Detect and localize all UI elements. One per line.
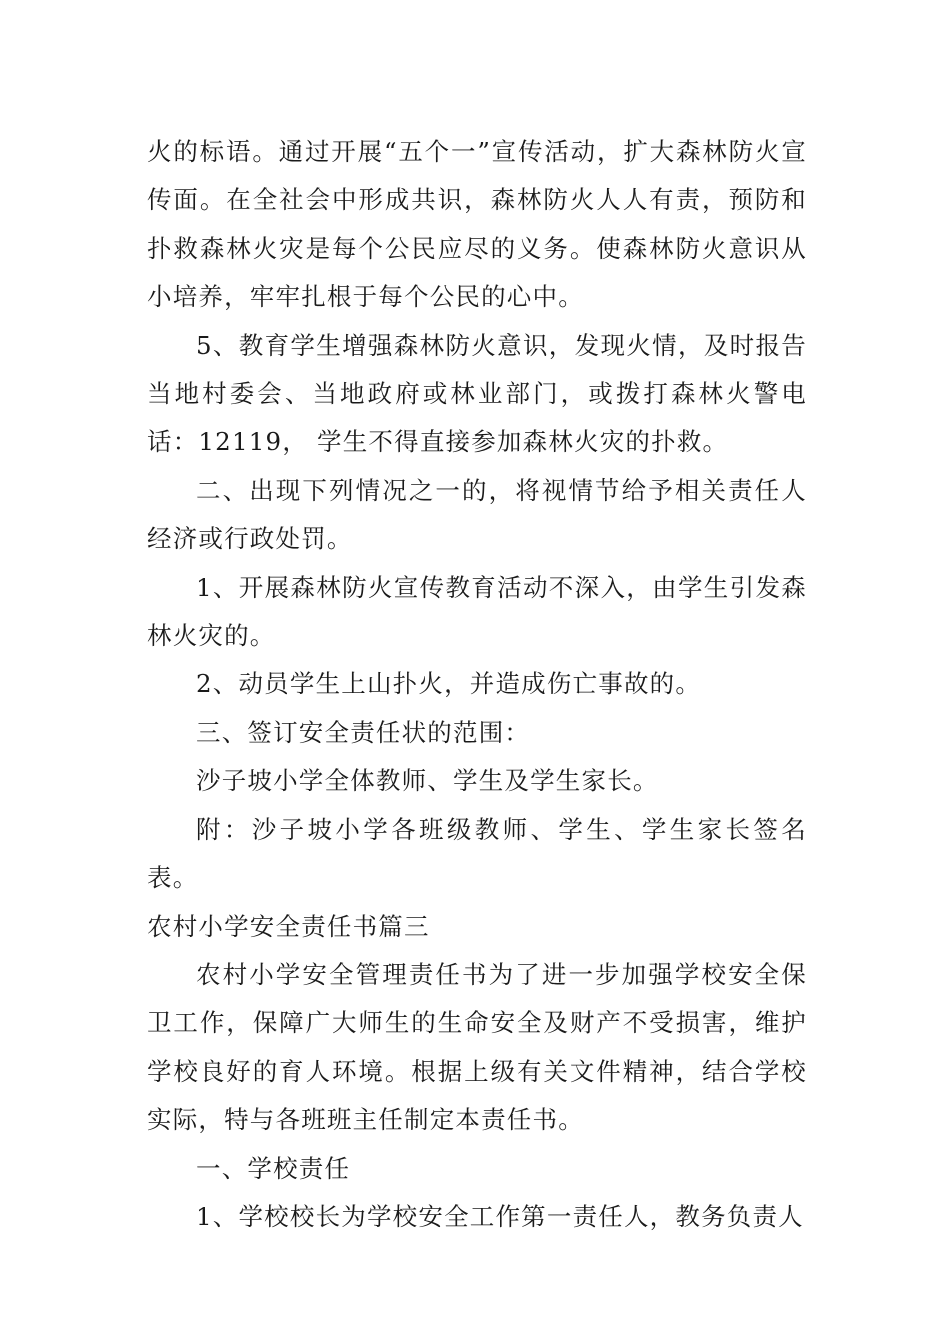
paragraph-item-5-report-fire: 5、教育学生增强森林防火意识，发现火情，及时报告当地村委会、当地政府或林业部门，或拨打森林火警电话：12119， 学生不得直接参加森林火灾的扑救。	[147, 330, 807, 457]
paragraph-penalty-item-2: 2、动员学生上山扑火，并造成伤亡事故的。	[196, 669, 702, 699]
paragraph-scope-members: 沙子坡小学全体教师、学生及学生家长。	[196, 766, 659, 796]
paragraph-section-3-scope: 三、签订安全责任状的范围：	[196, 717, 531, 747]
paragraph-attachment-note: 附：沙子坡小学各班级教师、学生、学生家长签名表。	[147, 814, 807, 893]
section-title-part-three: 农村小学安全责任书篇三	[147, 911, 430, 941]
paragraph-fire-slogan-publicity: 火的标语。通过开展“五个一”宣传活动，扩大森林防火宣传面。在全社会中形成共识，森林防火人人有责，预防和扑救森林火灾是每个公民应尽的义务。使森林防火意识从小培养，牢牢扎根于每个公民的心中。	[147, 137, 807, 312]
paragraph-penalty-item-1: 1、开展森林防火宣传教育活动不深入，由学生引发森林火灾的。	[147, 572, 807, 651]
document-body	[147, 128, 807, 1241]
paragraph-responsibility-intro: 农村小学安全管理责任书为了进一步加强学校安全保卫工作，保障广大师生的生命安全及财产不受损害，维护学校良好的育人环境。根据上级有关文件精神，结合学校实际，特与各班班主任制定本责任书。	[147, 959, 807, 1135]
paragraph-principal-responsibility: 1、学校校长为学校安全工作第一责任人，教务负责人	[196, 1201, 804, 1231]
paragraph-section-2-penalties: 二、出现下列情况之一的，将视情节给予相关责任人经济或行政处罚。	[147, 475, 807, 554]
paragraph-school-responsibility-heading: 一、学校责任	[196, 1153, 351, 1183]
